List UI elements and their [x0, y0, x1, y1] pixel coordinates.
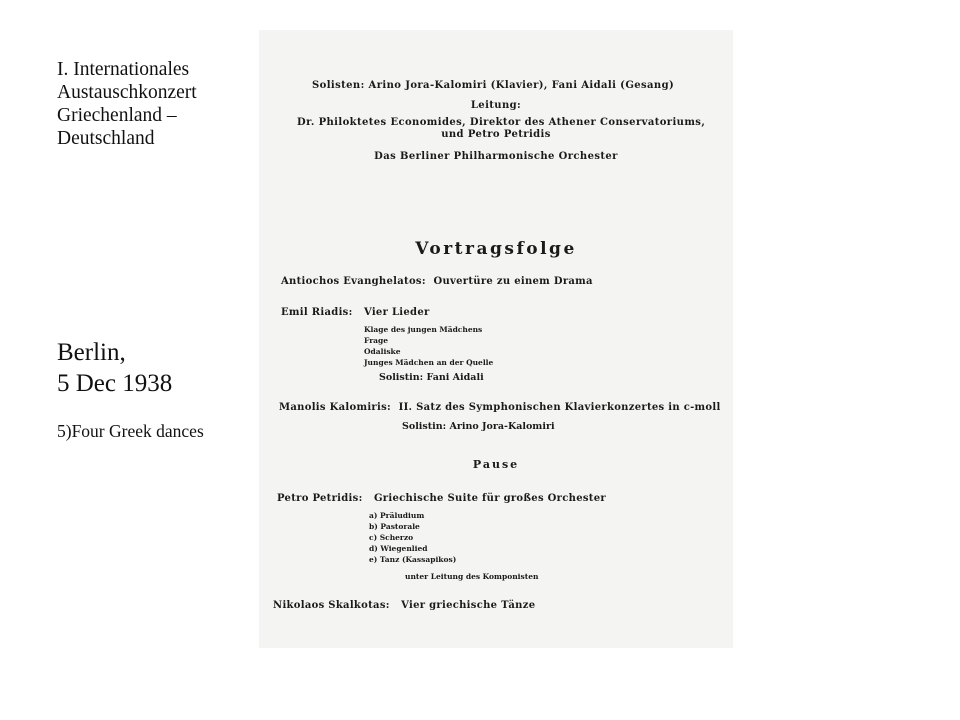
song-item: Junges Mädchen an der Quelle — [364, 358, 494, 367]
orchestra-line: Das Berliner Philharmonische Orchester — [374, 151, 618, 162]
composer-name: Manolis Kalomiris: — [279, 402, 392, 413]
title-line: Austauschkonzert — [57, 82, 197, 103]
slide-title — [57, 58, 197, 150]
program-entry — [273, 600, 535, 611]
leitung-label: Leitung: — [470, 100, 522, 111]
leitung-line-2: und Petro Petridis — [441, 129, 551, 140]
title-line: I. Internationales — [57, 59, 190, 80]
slide-note: 5)Four Greek dances — [57, 421, 204, 441]
song-item: Odaliske — [364, 347, 401, 356]
work-title: II. Satz des Symphonischen Klavierkonzertes in c-moll — [398, 402, 721, 413]
leitung-line-1: Dr. Philoktetes Economides, Direktor des Athener Conservatoriums, — [297, 117, 706, 128]
composer-name: Antiochos Evanghelatos: — [281, 276, 426, 287]
work-title: Griechische Suite für großes Orchester — [373, 493, 606, 504]
conductor-note: unter Leitung des Komponisten — [405, 572, 539, 581]
place-label: Berlin, — [57, 339, 126, 366]
title-line: Deutschland — [57, 128, 155, 149]
composer-name: Nikolaos Skalkotas: — [273, 600, 390, 611]
suite-movement: b) Pastorale — [369, 522, 420, 531]
soloists-line: Solisten: Arino Jora-Kalomiri (Klavier), Fani Aidali (Gesang) — [312, 80, 675, 91]
composer-name: Emil Riadis: — [281, 307, 353, 318]
pause-label: Pause — [472, 458, 520, 471]
work-title: Vier griechische Tänze — [401, 600, 536, 611]
song-item: Frage — [364, 336, 389, 345]
song-item: Klage des jungen Mädchens — [364, 325, 483, 334]
soloist-line: Solistin: Fani Aidali — [379, 372, 484, 383]
concert-program-scan — [259, 30, 733, 648]
program-entry — [281, 276, 593, 287]
date-label: 5 Dec 1938 — [57, 370, 173, 397]
title-line: Griechenland – — [57, 105, 177, 126]
suite-movement: d) Wiegenlied — [369, 544, 428, 553]
composer-name: Petro Petridis: — [277, 493, 363, 504]
program-entry — [281, 307, 430, 318]
suite-movement: c) Scherzo — [369, 533, 414, 542]
work-title: Vier Lieder — [363, 307, 430, 318]
suite-movement: e) Tanz (Kassapikos) — [369, 555, 457, 564]
soloist-line: Solistin: Arino Jora-Kalomiri — [402, 421, 555, 432]
suite-movement: a) Präludium — [369, 511, 425, 520]
work-title: Ouvertüre zu einem Drama — [433, 276, 593, 287]
program-heading: Vortragsfolge — [415, 239, 577, 259]
program-entry — [279, 402, 721, 413]
program-entry — [277, 493, 606, 504]
place-date — [57, 337, 172, 399]
